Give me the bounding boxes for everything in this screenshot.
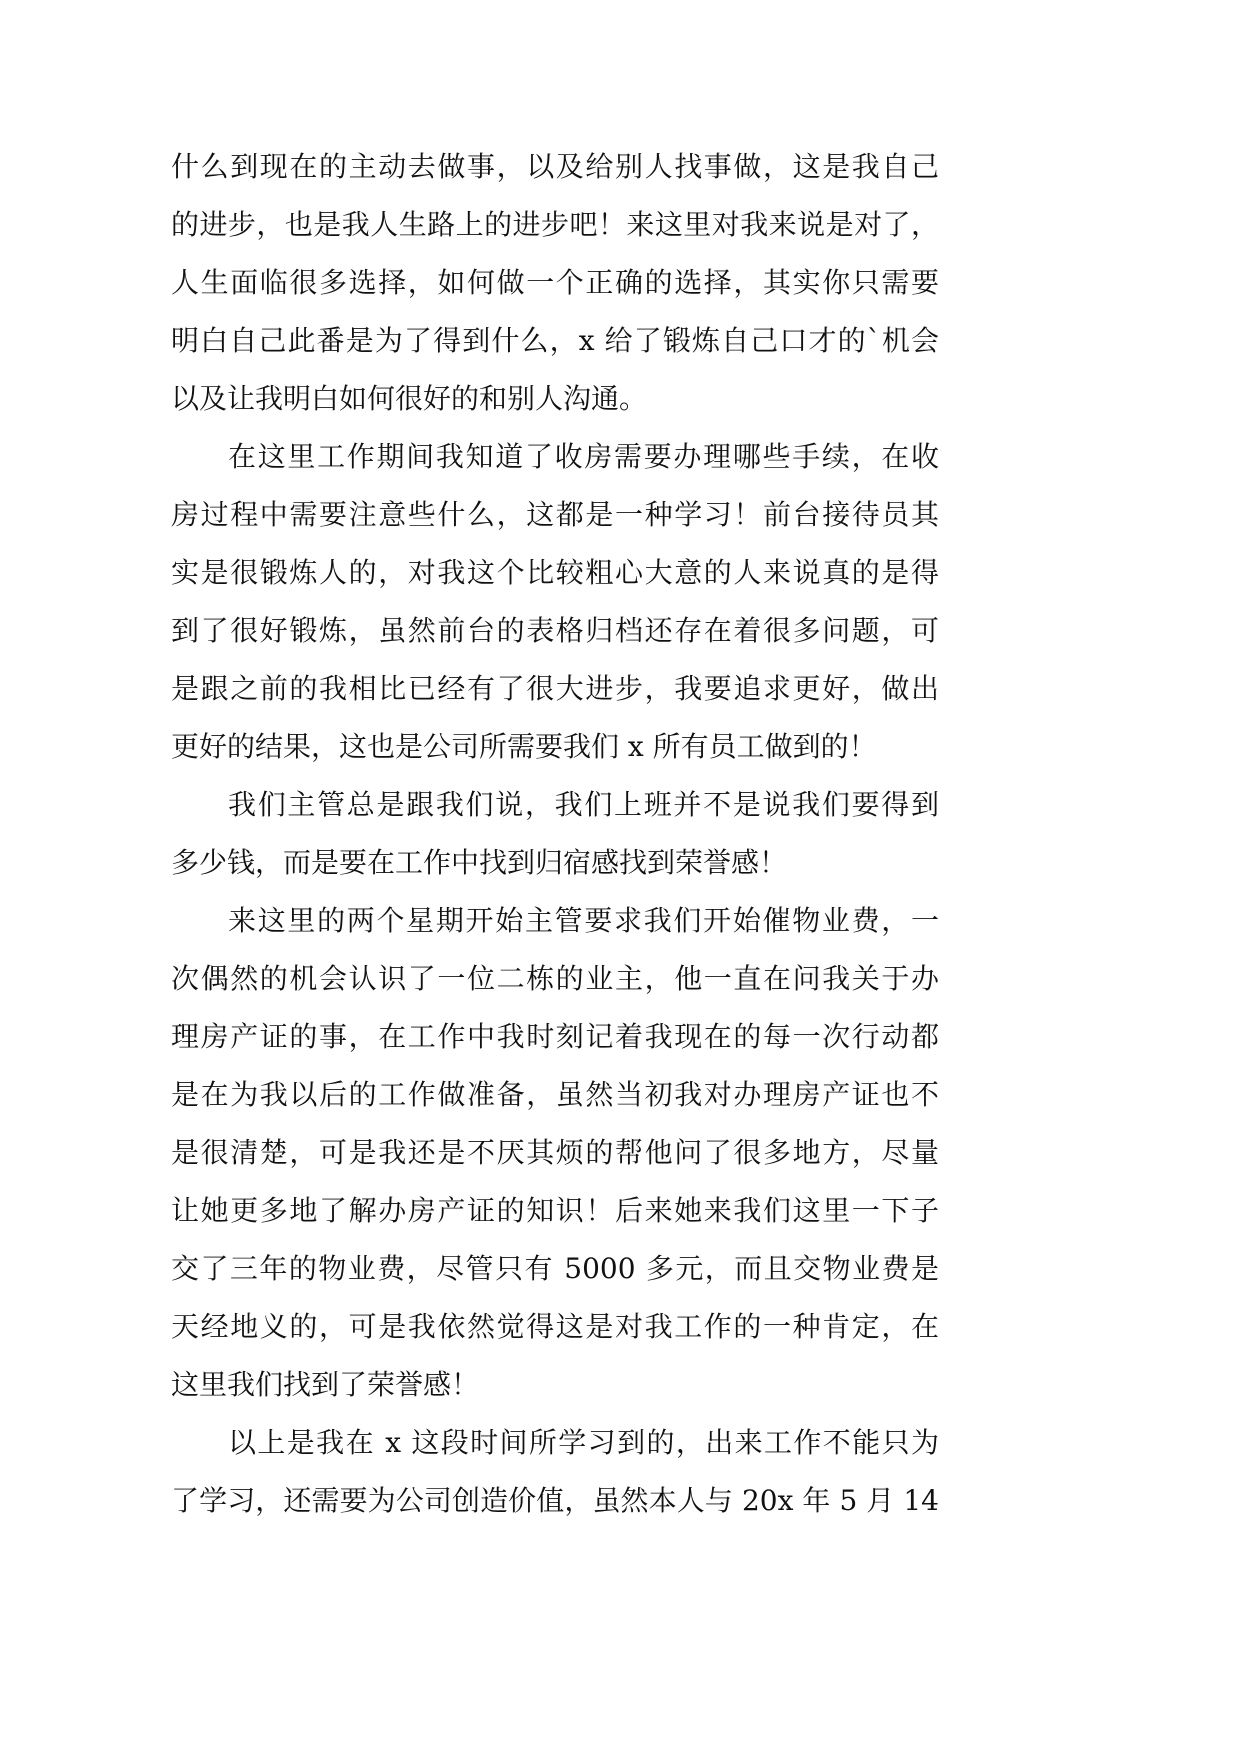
paragraph-line: 来这里的两个星期开始主管要求我们开始催物业费，一	[228, 904, 939, 937]
paragraph-line: 什么到现在的主动去做事，以及给别人找事做，这是我自己	[171, 150, 939, 183]
paragraph-line: 明白自己此番是为了得到什么，x 给了锻炼自己口才的`机会	[171, 324, 939, 357]
paragraph-line: 更好的结果，这也是公司所需要我们 x 所有员工做到的！	[171, 730, 877, 763]
paragraph-line: 是跟之前的我相比已经有了很大进步，我要追求更好，做出	[171, 672, 939, 705]
paragraph-line: 多少钱，而是要在工作中找到归宿感找到荣誉感！	[171, 846, 788, 879]
paragraph-line: 理房产证的事，在工作中我时刻记着我现在的每一次行动都	[171, 1020, 939, 1053]
paragraph-line: 交了三年的物业费，尽管只有 5000 多元，而且交物业费是	[171, 1252, 939, 1285]
paragraph-line: 人生面临很多选择，如何做一个正确的选择，其实你只需要	[171, 266, 939, 299]
paragraph-line: 房过程中需要注意些什么，这都是一种学习！前台接待员其	[171, 498, 939, 531]
paragraph-line: 这里我们找到了荣誉感！	[171, 1368, 480, 1401]
paragraph-line: 让她更多地了解办房产证的知识！后来她来我们这里一下子	[171, 1194, 939, 1227]
paragraph-line: 到了很好锻炼，虽然前台的表格归档还存在着很多问题，可	[171, 614, 939, 647]
paragraph-line: 实是很锻炼人的，对我这个比较粗心大意的人来说真的是得	[171, 556, 939, 589]
paragraph-line: 以及让我明白如何很好的和别人沟通。	[171, 382, 648, 415]
paragraph-line: 在这里工作期间我知道了收房需要办理哪些手续，在收	[228, 440, 939, 473]
paragraph-line: 的进步，也是我人生路上的进步吧！来这里对我来说是对了，	[171, 208, 939, 241]
paragraph-line: 以上是我在 x 这段时间所学习到的，出来工作不能只为	[228, 1426, 939, 1459]
paragraph-line: 我们主管总是跟我们说，我们上班并不是说我们要得到	[228, 788, 939, 821]
paragraph-line: 天经地义的，可是我依然觉得这是对我工作的一种肯定，在	[171, 1310, 939, 1343]
paragraph-line: 了学习，还需要为公司创造价值，虽然本人与 20x 年 5 月 14	[171, 1484, 939, 1517]
paragraph-line: 是很清楚，可是我还是不厌其烦的帮他问了很多地方，尽量	[171, 1136, 939, 1169]
paragraph-line: 是在为我以后的工作做准备，虽然当初我对办理房产证也不	[171, 1078, 939, 1111]
paragraph-line: 次偶然的机会认识了一位二栋的业主，他一直在问我关于办	[171, 962, 939, 995]
